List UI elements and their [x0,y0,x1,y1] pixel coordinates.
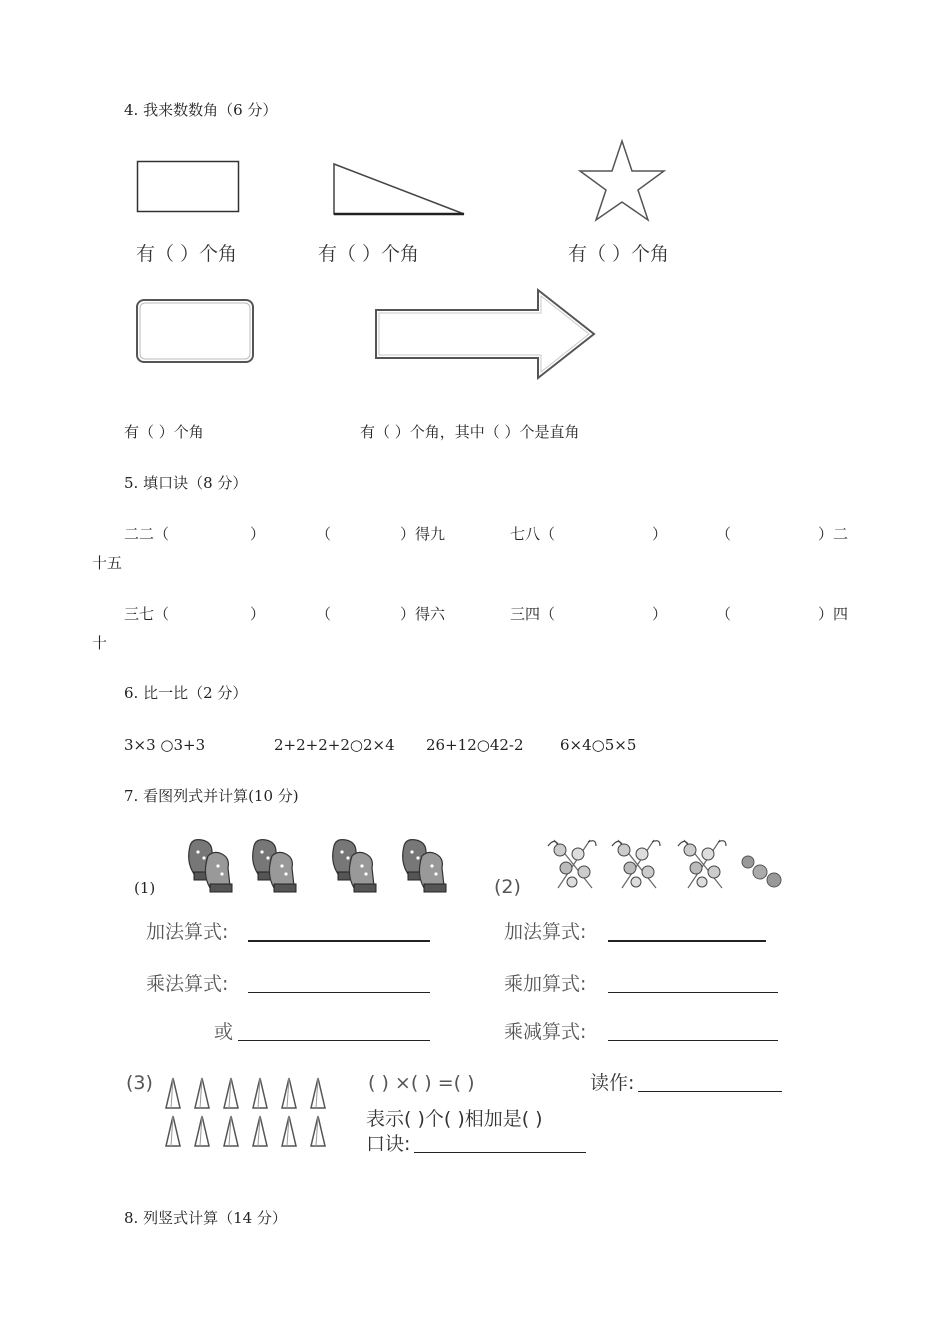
q5-r1-wrap: 十五 [92,554,123,572]
q6-title: 6. 比一比（2 分） [124,684,248,702]
q5-r2-wrap: 十 [92,634,108,652]
q5-r1-d-close: ）二 [818,525,849,543]
q7-p2-muladd: 乘加算式: [504,973,587,995]
q7-p1-or: 或 [214,1021,234,1043]
q5-r2-c[interactable]: 三四（ [510,605,556,623]
q6-item-3[interactable]: 26+12○42-2 [426,736,524,754]
q5-r1-a[interactable]: 二二（ [124,525,170,543]
q8-title: 8. 列竖式计算（14 分） [124,1209,287,1227]
rectangle-shape [136,160,242,216]
flowers-icon [544,834,788,896]
q4-triangle-answer[interactable]: 有（ ）个角 [318,243,420,265]
q7-p1-add: 加法算式: [146,921,229,943]
q6-item-2[interactable]: 2+2+2+2○2×4 [274,736,395,754]
q4-rounded-answer[interactable]: 有（ ）个角 [124,423,204,441]
q7-p2-add-line[interactable] [608,940,766,942]
q5-r2-d[interactable]: （ [716,605,732,623]
star-shape [575,138,669,224]
q7-p3-num: (3) [126,1072,153,1094]
q4-rect-answer[interactable]: 有（ ）个角 [136,243,238,265]
q7-p2-mulsub: 乘减算式: [504,1021,587,1043]
q5-r1-b[interactable]: （ [316,525,332,543]
q5-title: 5. 填口诀（8 分） [124,474,248,492]
q5-r1-a-close: ） [250,525,266,543]
q5-r2-a[interactable]: 三七（ [124,605,170,623]
q4-title: 4. 我来数数角（6 分） [124,101,278,119]
q7-p3-meaning[interactable]: 表示( )个( )相加是( ) [366,1108,543,1130]
right-triangle-shape [330,162,470,220]
q7-p2-mulsub-line[interactable] [608,1040,778,1041]
q5-r2-b-close: ）得六 [400,605,446,623]
q5-r1-b-close: ）得九 [400,525,446,543]
mittens-icon [180,838,460,896]
rounded-rectangle-shape [135,298,257,366]
q5-r2-c-close: ） [652,605,668,623]
q7-p1-mul: 乘法算式: [146,973,229,995]
q7-p3-read-line[interactable] [638,1091,782,1092]
q5-r1-c[interactable]: 七八（ [510,525,556,543]
q6-item-1[interactable]: 3×3 ○3+3 [124,736,206,754]
q5-r1-d[interactable]: （ [716,525,732,543]
q5-r2-d-close: ）四 [818,605,849,623]
q7-p2-muladd-line[interactable] [608,992,778,993]
q7-p3-equation[interactable]: ( ) ×( ) =( ) [368,1072,475,1094]
q7-p1-or-line[interactable] [238,1040,430,1041]
q7-p1-add-line[interactable] [248,940,430,942]
q5-r1-c-close: ） [652,525,668,543]
triangles-icon [162,1074,334,1148]
q7-p3-rhyme-line[interactable] [414,1152,586,1153]
q4-arrow-answer[interactable]: 有（ ）个角，其中（ ）个是直角 [360,423,580,441]
q7-title: 7. 看图列式并计算(10 分) [124,787,299,805]
q7-p2-add: 加法算式: [504,921,587,943]
q6-item-4[interactable]: 6×4○5×5 [560,736,637,754]
q4-star-answer[interactable]: 有（ ）个角 [568,243,670,265]
q7-p3-read: 读作: [590,1072,635,1094]
q5-r2-b[interactable]: （ [316,605,332,623]
q7-p1-mul-line[interactable] [248,992,430,993]
q7-p1-num: (1) [134,879,156,897]
q7-p2-num: (2) [494,876,521,898]
q7-p3-rhyme: 口诀: [366,1133,411,1155]
q5-r2-a-close: ） [250,605,266,623]
arrow-shape [372,288,600,382]
